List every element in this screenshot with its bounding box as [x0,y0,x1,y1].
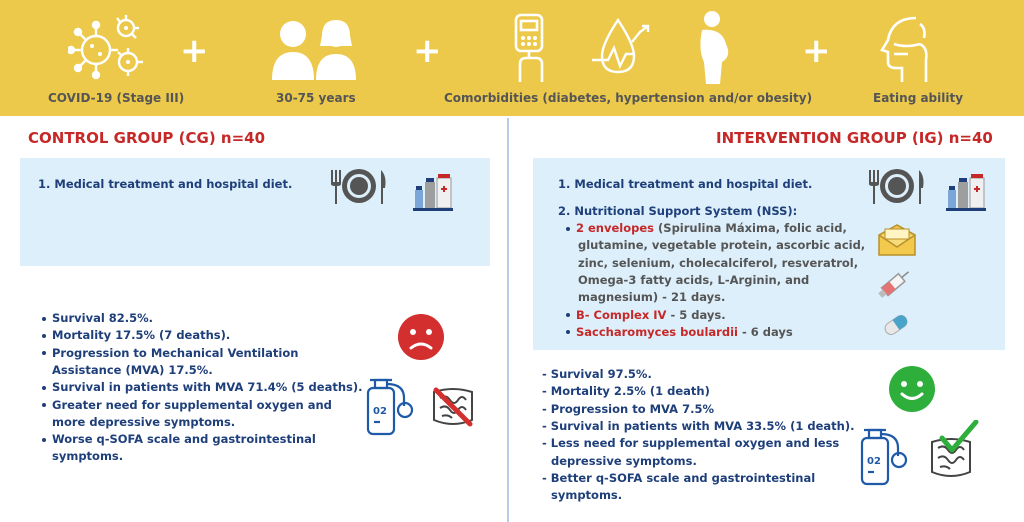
intervention-result-continuation: depressive symptoms. [551,453,697,468]
virus-icon [68,12,148,82]
intervention-result-item: - Mortality 2.5% (1 death) [542,384,710,399]
nss-envelopes-continuation: Omega-3 fatty acids, L-Arginin, and [578,272,810,287]
svg-text:02: 02 [373,406,387,417]
intervention-result-item: - Better q-SOFA scale and gastrointestinal [542,470,816,485]
plus-sign: + [180,31,209,71]
control-result-item: Survival in patients with MVA 71.4% (5 deaths). [42,379,363,396]
plate-cutlery-icon [867,166,927,206]
plus-sign: + [802,31,831,71]
nss-saccharomyces-item: Saccharomyces boulardii - 6 days [566,324,793,341]
control-result-continuation: more depressive symptoms. [52,414,236,429]
inclusion-criteria-banner [0,0,1024,116]
medicine-bottles-icon [946,168,986,212]
control-result-continuation: symptoms. [52,449,124,464]
intervention-group-title: INTERVENTION GROUP (IG) n=40 [716,129,993,147]
control-result-item: Mortality 17.5% (7 deaths). [42,327,230,344]
blood-pressure-drop-icon [588,14,654,80]
plate-cutlery-icon [329,166,389,206]
eating-ability-label: Eating ability [873,91,964,105]
intervention-result-continuation: symptoms. [551,488,623,503]
control-result-item: Greater need for supplemental oxygen and [42,397,332,414]
covid-stage-label: COVID-19 (Stage III) [48,91,185,105]
control-result-item: Survival 82.5%. [42,310,153,327]
oxygen-tank-icon [858,426,910,486]
control-result-item: Worse q-SOFA scale and gastrointestinal [42,431,316,448]
comorbidities-label: Comorbidities (diabetes, hypertension and/or obesity) [444,91,813,105]
intervention-treatment-item: 1. Medical treatment and hospital diet. [558,177,813,191]
intervention-result-item: - Progression to MVA 7.5% [542,401,714,416]
control-result-item: Progression to Mechanical Ventilation [42,345,298,362]
intervention-result-item: - Less need for supplemental oxygen and less [542,436,840,451]
oxygen-tank-icon [364,376,416,436]
capsule-icon [880,310,912,340]
plus-sign: + [413,31,442,71]
crossed-intestine-icon [428,384,478,430]
intervention-result-item: - Survival in patients with MVA 33.5% (1 death). [542,418,855,433]
nss-envelopes-item: 2 envelopes (Spirulina Máxima, folic acid, [566,220,847,237]
head-profile-icon [876,14,938,84]
nss-bcomplex-item: B- Complex IV - 5 days. [566,307,726,324]
control-treatment-item: 1. Medical treatment and hospital diet. [38,177,293,191]
sad-face-icon [397,313,445,361]
obesity-silhouette-icon [692,10,736,86]
control-group-title: CONTROL GROUP (CG) n=40 [28,129,266,147]
control-result-continuation: Assistance (MVA) 17.5%. [52,362,213,377]
happy-face-icon [888,365,936,413]
age-range-label: 30-75 years [276,91,356,105]
glucometer-icon [506,12,560,84]
nss-envelopes-continuation: zinc, selenium, cholecalciferol, resveratrol, [578,255,859,270]
checked-intestine-icon [926,420,980,482]
people-icon [268,16,360,82]
intervention-result-item: - Survival 97.5%. [542,367,652,381]
group-divider [507,118,509,522]
nss-envelopes-continuation: magnesium) - 21 days. [578,290,726,305]
envelope-icon [877,223,917,257]
intervention-treatment-item: 2. Nutritional Support System (NSS): [558,204,798,218]
syringe-icon [874,266,914,302]
nss-envelopes-continuation: glutamine, vegetable protein, ascorbic acid, [578,238,866,253]
svg-text:02: 02 [867,456,881,467]
medicine-bottles-icon [413,168,453,212]
